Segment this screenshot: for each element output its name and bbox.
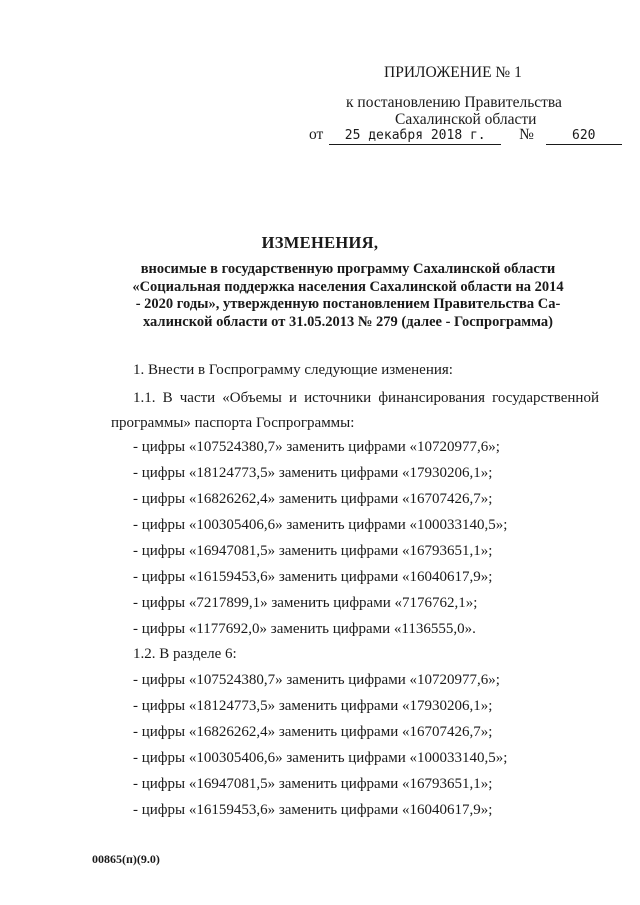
document-code: 00865(п)(9.0) — [92, 852, 160, 866]
decree-reference-line2: Сахалинской области — [395, 111, 537, 128]
paragraph-1-1: 1.1. В части «Объемы и источники финансирования государственной программы» паспорта Госпрограммы: — [111, 390, 599, 431]
document-title: ИЗМЕНЕНИЯ, — [261, 233, 379, 252]
number-label: № — [519, 126, 534, 143]
list-item: - цифры «16826262,4» заменить цифрами «16707426,7»; — [133, 724, 493, 740]
paragraph-1-2: 1.2. В разделе 6: — [133, 646, 237, 662]
list-item: - цифры «16159453,6» заменить цифрами «16040617,9»; — [133, 569, 493, 585]
appendix-label: ПРИЛОЖЕНИЕ № 1 — [384, 64, 522, 81]
list-item: - цифры «16159453,6» заменить цифрами «16040617,9»; — [133, 802, 493, 818]
subtitle-line: халинской области от 31.05.2013 № 279 (далее - Госпрограмма) — [143, 313, 553, 330]
list-item: - цифры «100305406,6» заменить цифрами «100033140,5»; — [133, 517, 508, 533]
list-item: - цифры «16947081,5» заменить цифрами «16793651,1»; — [133, 776, 493, 792]
subtitle-line: вносимые в государственную программу Сахалинской области — [140, 261, 556, 277]
date-prefix: от — [309, 126, 324, 143]
list-item: - цифры «1177692,0» заменить цифрами «1136555,0». — [133, 621, 476, 637]
list-item: - цифры «16826262,4» заменить цифрами «16707426,7»; — [133, 491, 493, 507]
document-body — [111, 0, 599, 905]
paragraph-1: 1. Внести в Госпрограмму следующие изменения: — [133, 362, 453, 378]
list-item: - цифры «18124773,5» заменить цифрами «17930206,1»; — [133, 465, 493, 481]
subtitle-line: «Социальная поддержка населения Сахалинской области на 2014 — [132, 278, 564, 295]
list-item: - цифры «100305406,6» заменить цифрами «100033140,5»; — [133, 750, 508, 766]
list-item: - цифры «107524380,7» заменить цифрами «10720977,6»; — [133, 439, 500, 455]
decree-reference-line1: к постановлению Правительства — [346, 94, 562, 111]
subtitle-line: - 2020 годы», утвержденную постановлением Правительства Са- — [135, 296, 561, 312]
decree-number: 620 — [546, 128, 622, 145]
list-item: - цифры «16947081,5» заменить цифрами «16793651,1»; — [133, 543, 493, 559]
list-item: - цифры «7217899,1» заменить цифрами «7176762,1»; — [133, 595, 478, 611]
list-item: - цифры «107524380,7» заменить цифрами «10720977,6»; — [133, 672, 500, 688]
decree-date: 25 декабря 2018 г. — [329, 128, 501, 145]
list-item: - цифры «18124773,5» заменить цифрами «17930206,1»; — [133, 698, 493, 714]
